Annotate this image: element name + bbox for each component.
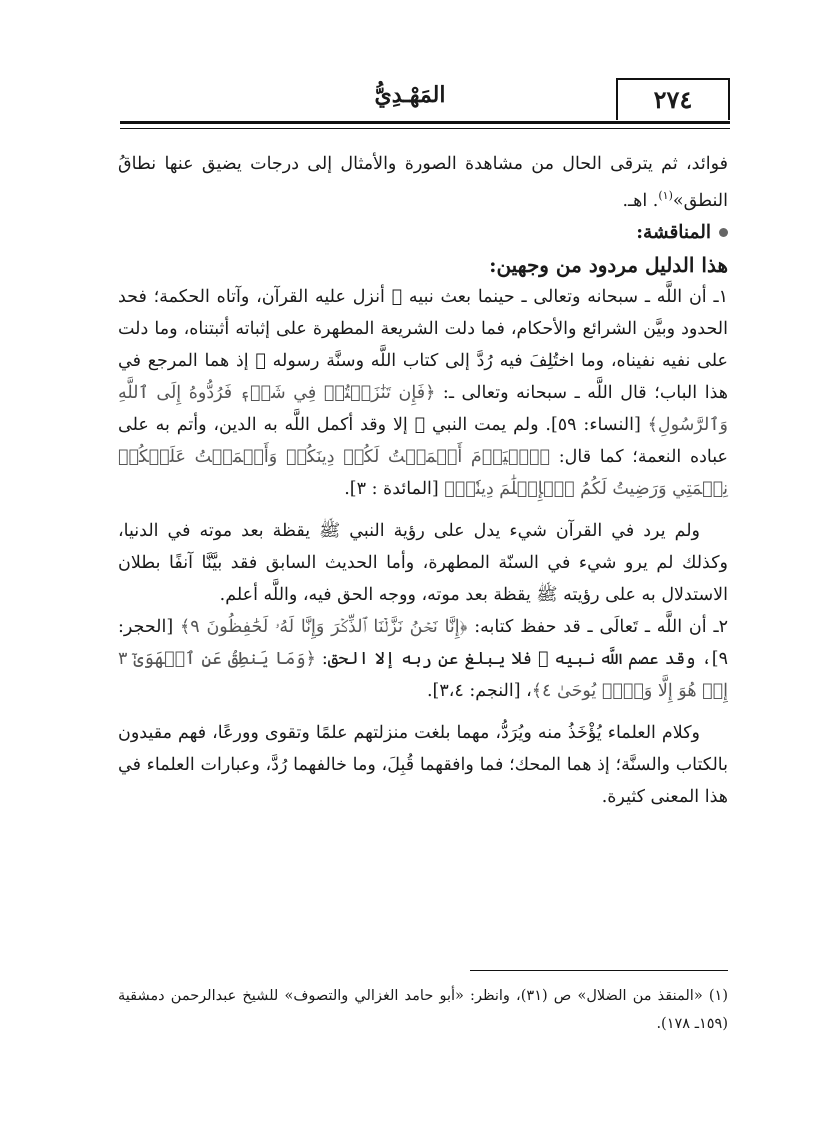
running-title: المَهْـدِيُّ — [374, 82, 446, 108]
footnote-separator — [470, 970, 728, 971]
page-header — [120, 72, 730, 122]
main-text — [118, 148, 728, 813]
quran-verse: ﴿ٱلۡيَوۡمَ أَكۡمَلۡتُ لَكُمۡ دِينَكُمۡ وَأَتۡمَمۡتُ عَلَيۡكُمۡ نِعۡمَتِي وَرَضِيتُ لَكُمُ ٱلۡإِسۡلَٰمَ دِينٗاۚ﴾ — [118, 446, 728, 499]
page-number: ٢٧٤ — [616, 78, 730, 120]
paragraph-continuation: فوائد، ثم يترقى الحال من مشاهدة الصورة والأمثال إلى درجات يضيق عنها نطاقُ النطق»$^{(١)}$. اهـ. — [118, 154, 728, 211]
quran-verse: ﴿وَمَا يَنطِقُ عَنِ ٱلۡهَوَىٰٓ ٣ إِنۡ هُوَ إِلَّا وَحۡيٞ يُوحَىٰ ٤﴾ — [118, 648, 728, 701]
point-two: ٢ـ أن اللَّه ـ تَعالَى ـ قد حفظ كتابه: ﴿إِنَّا نَحۡنُ نَزَّلۡنَا ٱلذِّكۡرَ وَإِنَّا لَهُۥ لَحَٰفِظُونَ ٩﴾ [الحجر: ٩]، وقد عصم اللَّه نبيه ﷺ فلا يبلغ عن ربه إلا الحق: ﴿وَمَا يَنطِقُ عَنِ ٱلۡهَوَىٰٓ ٣ إِنۡ هُوَ إِلَّا وَحۡيٞ يُوحَىٰ ٤﴾، [النجم: ٣،٤]. — [118, 616, 728, 701]
refutation-heading: هذا الدليل مردود من وجهين: — [489, 252, 728, 277]
paragraph-two: ولم يرد في القرآن شيء يدل على رؤية النبي ﷺ يقظة بعد موته في الدنيا، وكذلك لم يرو شيء في السنّة المطهرة، وأما الحديث السابق فقد بيَّنَّا آنفًا بطلان الاستدلال به على رؤيته ﷺ يقظة بعد موته، ووجه الحق فيه، واللَّه أعلم. — [118, 520, 728, 605]
footnote-marker: (١) — [708, 988, 729, 1004]
header-rule-thin — [120, 128, 730, 129]
header-rule — [120, 121, 730, 124]
discussion-heading: المناقشة: — [118, 217, 728, 249]
footnote-ref: (١) — [658, 189, 673, 202]
bullet-icon — [719, 228, 728, 237]
quran-verse: ﴿فَإِن تَنَٰزَعۡتُمۡ فِي شَيۡءٖ فَرُدُّوهُ إِلَى ٱللَّهِ وَٱلرَّسُولِ﴾ — [118, 382, 728, 435]
footnote — [118, 982, 728, 1038]
point-one: ١ـ أن اللَّه ـ سبحانه وتعالى ـ حينما بعث نبيه ﷺ أنزل عليه القرآن، وآتاه الحكمة؛ فحد الحدود وبيَّن الشرائع والأحكام، فما دلت الشريعة المطهرة على إثباته أثبتناه، وما دلت على نفيه نفيناه، وما اختُلِفَ فيه رُدَّ إلى كتاب اللَّه وسنَّة رسوله ﷺ إذ هما المرجع في هذا الباب؛ قال اللَّه ـ سبحانه وتعالى ـ: ﴿فَإِن تَنَٰزَعۡتُمۡ فِي شَيۡءٖ فَرُدُّوهُ إِلَى ٱللَّهِ وَٱلرَّسُولِ﴾ [النساء: ٥٩]. ولم يمت النبي ﷺ إلا وقد أكمل اللَّه به الدين، وأتم به على عباده النعمة؛ كما قال: ﴿ٱلۡيَوۡمَ أَكۡمَلۡتُ لَكُمۡ دِينَكُمۡ وَأَتۡمَمۡتُ عَلَيۡكُمۡ نِعۡمَتِي وَرَضِيتُ لَكُمُ ٱلۡإِسۡلَٰمَ دِينٗاۚ﴾ [المائدة : ٣]. — [118, 286, 728, 499]
quran-verse: ﴿إِنَّا نَحۡنُ نَزَّلۡنَا ٱلذِّكۡرَ وَإِنَّا لَهُۥ لَحَٰفِظُونَ ٩﴾ — [179, 616, 468, 637]
footnote-text: «المنقذ من الضلال» ص (٣١)، وانظر: «أبو حامد الغزالي والتصوف» للشيخ عبدالرحمن دمشقية (١٥٩ـ ١٧٨). — [118, 988, 728, 1032]
paragraph-three: وكلام العلماء يُؤْخَذُ منه ويُرَدُّ، مهما بلغت منزلتهم علمًا وتقوى وورعًا، فهم مقيدون بالكتاب والسنَّة؛ إذ هما المحك؛ فما وافقهما قُبِلَ، وما خالفهما رُدَّ، وعبارات العلماء في هذا المعنى كثيرة. — [118, 722, 728, 807]
